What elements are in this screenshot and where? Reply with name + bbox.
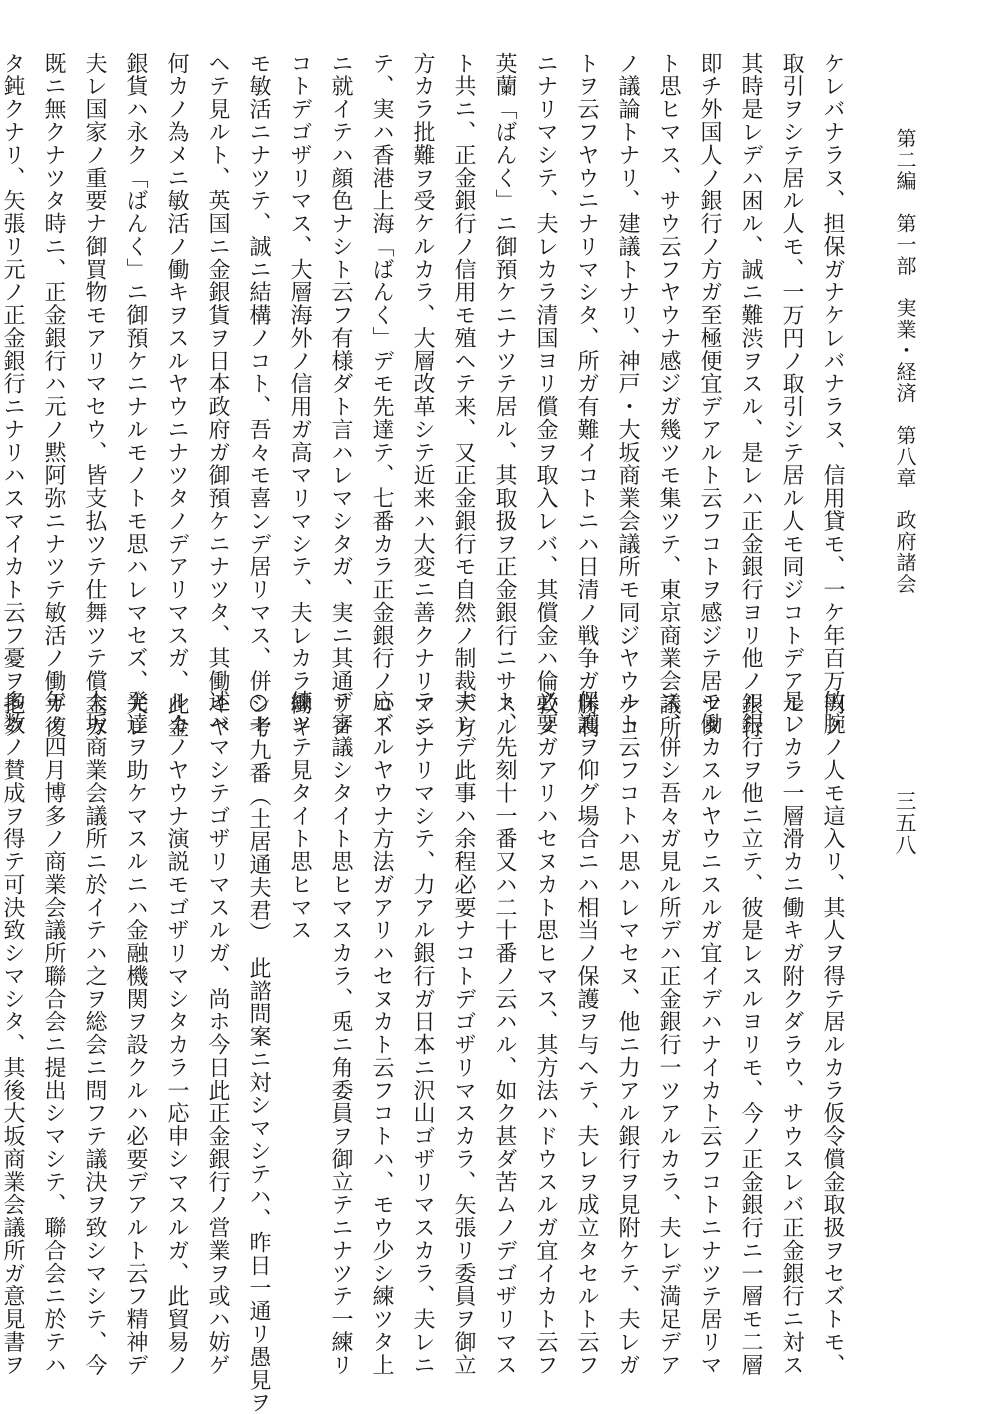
text-line: ト思ヒマス、サウ云フヤウナ感ジガ幾ツモ集ツテ、東京商業会議所 [656, 52, 681, 739]
lower-text-block [0, 690, 853, 1414]
text-line: 発達ヲ助ケマスルニハ金融機関ヲ設クルハ必要デアルト云フ精神デ [123, 690, 148, 1377]
text-line: 其時是レデハ困ル、誠ニ難渋ヲスル、是レハ正金銀行ヨリ他ノ銀行 [738, 52, 763, 739]
text-line: ヘテ見ルト、英国ニ金銀貨ヲ日本政府ガ御預ケニナツタ、其働キヤ [205, 52, 230, 739]
text-line: ルカノヤウナ演説モゴザリマシタカラ一応申シマスルガ、此貿易ノ [164, 690, 189, 1377]
text-line: 即チ外国人ノ銀行ノ方ガ至極便宜デアルト云フコトヲ感ジテ居ツタ [697, 52, 722, 739]
text-line: 敏腕ノ人モ這入リ、其人ヲ得テ居ルカラ仮令償金取扱ヲセズトモ、 [820, 690, 845, 1377]
text-line: 練ツテ見タイト思ヒマス [287, 690, 312, 942]
text-line: モ働カスルヤウニスルガ宜イデハナイカト云フコトニナツテ居リマ [697, 690, 722, 1377]
text-line: 大坂商業会議所ニ於イテハ之ヲ総会ニ問フテ議決ヲ致シマシテ、今 [82, 690, 107, 1377]
text-line: 応ズルヤウナ方法ガアリハセヌカト云フコトハ、モウ少シ練ツタ上 [369, 690, 394, 1377]
text-line: ニナリマシテ、夫レカラ清国ヨリ償金ヲ取入レバ、其償金ハ倫敦ノ [533, 52, 558, 739]
text-line: ル銀行ヲ他ニ立テ、彼是レスルヨリモ、今ノ正金銀行ニ一層モ二層 [738, 690, 763, 1377]
text-line: ス、併シ吾々ガ見ル所デハ正金銀行一ツアルカラ、夫レデ満足デア [656, 690, 681, 1377]
text-line: 夫レ国家ノ重要ナ御買物モアリマセウ、皆支払ツテ仕舞ツテ償金ガ [82, 52, 107, 739]
text-line: ケレバナラヌ、担保ガナケレバナラヌ、信用貸モ、一ケ年百万円ノ [820, 52, 845, 739]
text-line: ルト云フコトハ思ハレマセヌ、他ニ力アル銀行ヲ見附ケテ、夫レガ [615, 690, 640, 1377]
upper-text-block [0, 52, 853, 739]
text-line: 夫レデ此事ハ余程必要ナコトデゴザリマスカラ、矢張リ委員ヲ御立 [451, 690, 476, 1377]
text-line: 多数ノ賛成ヲ得テ可決致シマシタ、其後大坂商業会議所ガ意見書ヲ [0, 690, 25, 1377]
text-line: 必要ガアリハセヌカト思ヒマス、其方法ハドウスルガ宜イカト云フ [533, 690, 558, 1377]
text-line: テニナリマシテ、力アル銀行ガ日本ニ沢山ゴザリマスカラ、夫レニ [410, 690, 435, 1377]
text-line: タ鈍クナリ、矢張リ元ノ正金銀行ニナリハスマイカト云フ憂ヲ抱ク [0, 52, 25, 739]
text-line: 取引ヲシテ居ル人モ、一万円ノ取引シテ居ル人モ同ジコトデアル、 [779, 52, 804, 739]
text-line: テ、実ハ香港上海「ばんく」デモ先達テ、七番カラ正金銀行ノコト [369, 52, 394, 739]
text-line: 英蘭「ばんく」ニ御預ケニナツテ居ル、其取扱ヲ正金銀行ニサスル [492, 52, 517, 739]
text-line: ノ議論トナリ、建議トナリ、神戸・大坂商業会議所モ同ジヤウナコ [615, 52, 640, 739]
running-head: 第二編 第一部 実業・経済 第八章 政府諸会 [893, 128, 917, 595]
text-line: ト、先刻十一番又ハ二十番ノ云ハル、如ク甚ダ苦ムノデゴザリマス [492, 690, 517, 1377]
text-line: 述ベマシテゴザリマスルガ、尚ホ今日此正金銀行ノ営業ヲ或ハ妨ゲ [205, 690, 230, 1377]
text-line: ニ就イテハ顔色ナシト云フ有様ダト言ハレマシタガ、実ニ其通リノ [328, 52, 353, 739]
text-line: 既ニ無クナツタ時ニ、正金銀行ハ元ノ黙阿弥ニナツテ敏活ノ働ガ復 [41, 52, 66, 739]
text-line: ト共ニ、正金銀行ノ信用モ殖ヘテ来、又正金銀行モ自然ノ制裁デ方 [451, 52, 476, 739]
page-number: 三五八 [893, 790, 917, 857]
speaker-line: ○十九番（土居通夫君） 此諮問案ニ対シマシテハ、昨日一通リ愚見ヲ [246, 690, 271, 1414]
text-line: 是レカラ一層滑カニ働キガ附クダラウ、サウスレバ正金銀行ニ対ス [779, 690, 804, 1377]
text-line: トヲ云フヤウニナリマシタ、所ガ有難イコトニハ日清ノ戦争ガ勝利 [574, 52, 599, 739]
text-line: コトデゴザリマス、大層海外ノ信用ガ高マリマシテ、夫レカラ働キ [287, 52, 312, 739]
text-line: デ審議シタイト思ヒマスカラ、兎ニ角委員ヲ御立テニナツテ一練リ [328, 690, 353, 1377]
text-line: 年ノ四月博多ノ商業会議所聯合会ニ提出シマシテ、聯合会ニ於テハ [41, 690, 66, 1377]
text-line: 保護ヲ仰グ場合ニハ相当ノ保護ヲ与ヘテ、夫レヲ成立タセルト云フ [574, 690, 599, 1377]
text-line: モ敏活ニナツテ、誠ニ結構ノコト、吾々モ喜ンデ居リマス、併シ考 [246, 52, 271, 739]
text-line: 銀貨ハ永ク「ばんく」ニ御預ケニナルモノトモ思ハレマセズ、夫レ [123, 52, 148, 739]
text-line: 方カラ批難ヲ受ケルカラ、大層改革シテ近来ハ大変ニ善クナリマシ [410, 52, 435, 739]
text-line: 何カノ為メニ敏活ノ働キヲスルヤウニナツタノデアリマスガ、此金 [164, 52, 189, 739]
